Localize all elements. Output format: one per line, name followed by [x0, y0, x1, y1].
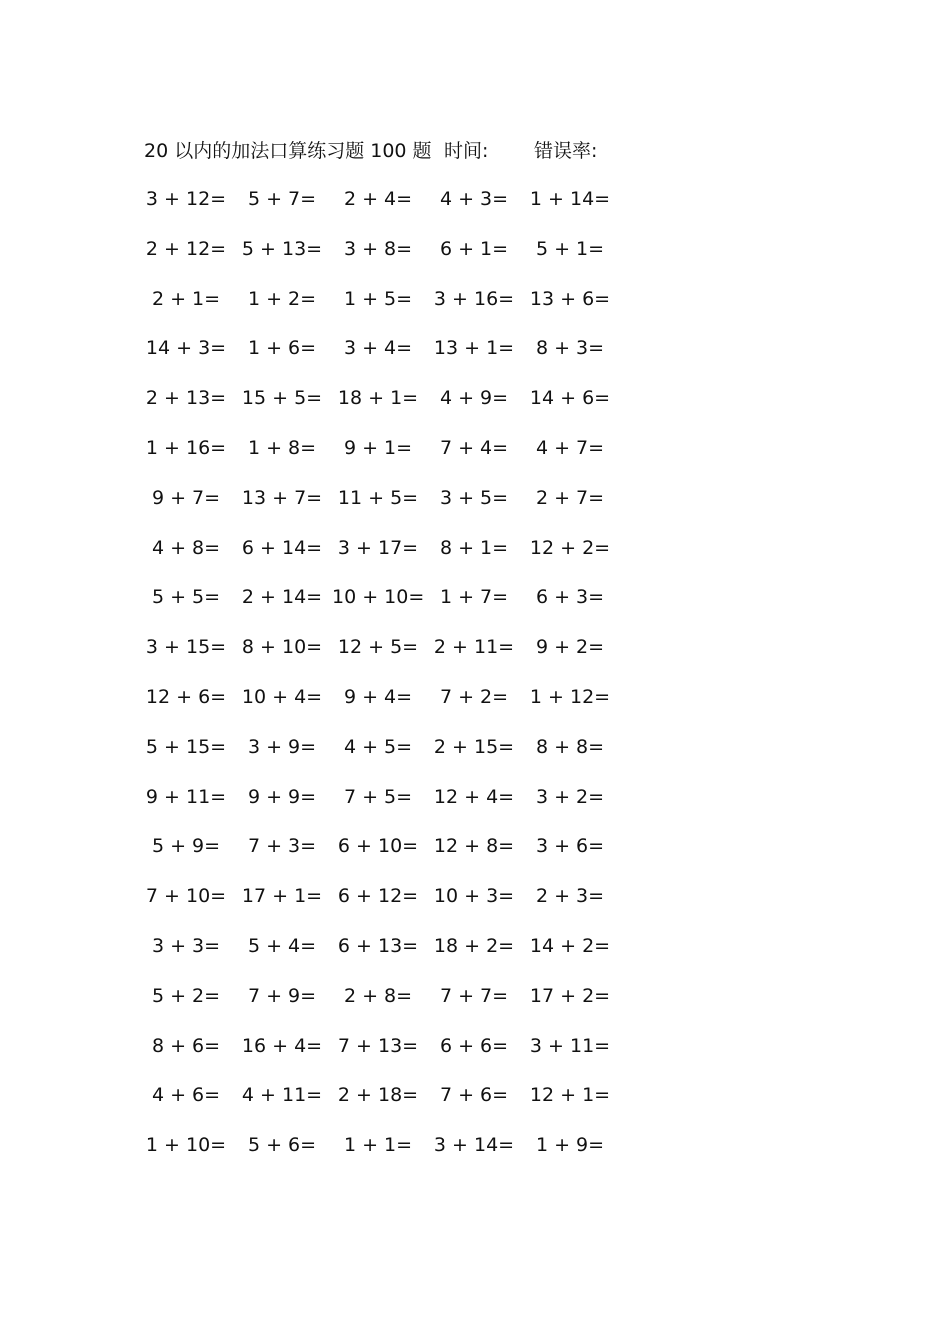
- problem-item: 3 + 16=: [433, 287, 515, 310]
- problem-item: 7 + 10=: [145, 885, 227, 908]
- problem-item: 3 + 8=: [343, 237, 413, 260]
- problem-item: 3 + 15=: [145, 636, 227, 659]
- problem-item: 17 + 1=: [241, 885, 323, 908]
- problem-item: 12 + 8=: [433, 835, 515, 858]
- problem-row: [140, 682, 640, 732]
- problem-row: [140, 632, 640, 682]
- problem-item: 7 + 9=: [247, 984, 317, 1007]
- problem-item: 4 + 5=: [343, 735, 413, 758]
- problem-item: 5 + 15=: [145, 735, 227, 758]
- problem-item: 4 + 8=: [151, 536, 221, 559]
- problem-item: 14 + 3=: [145, 337, 227, 360]
- problem-item: 2 + 14=: [241, 586, 323, 609]
- problem-row: [140, 333, 640, 383]
- problem-item: 2 + 4=: [343, 188, 413, 210]
- problem-item: 2 + 7=: [535, 486, 605, 509]
- problem-row: [140, 184, 640, 234]
- problem-item: 5 + 7=: [247, 188, 317, 210]
- problem-item: 2 + 12=: [145, 237, 227, 260]
- problem-item: 7 + 13=: [337, 1034, 419, 1057]
- problem-item: 2 + 15=: [433, 735, 515, 758]
- problem-row: [140, 284, 640, 334]
- problem-item: 18 + 1=: [337, 387, 419, 410]
- problem-item: 2 + 8=: [343, 984, 413, 1007]
- problem-item: 9 + 9=: [247, 785, 317, 808]
- problem-item: 8 + 8=: [535, 735, 605, 758]
- problem-item: 3 + 3=: [151, 934, 221, 957]
- problem-item: 1 + 1=: [343, 1134, 413, 1157]
- problem-row: [140, 483, 640, 533]
- problem-row: [140, 732, 640, 782]
- problem-row: [140, 881, 640, 931]
- problem-item: 14 + 2=: [529, 934, 611, 957]
- problem-item: 2 + 13=: [145, 387, 227, 410]
- problem-item: 4 + 6=: [151, 1084, 221, 1107]
- problem-item: 7 + 5=: [343, 785, 413, 808]
- worksheet-header: [144, 136, 644, 166]
- problem-item: 3 + 9=: [247, 735, 317, 758]
- problem-item: 5 + 5=: [151, 586, 221, 609]
- problem-item: 5 + 1=: [535, 237, 605, 260]
- problem-item: 10 + 4=: [241, 685, 323, 708]
- problem-row: [140, 782, 640, 832]
- problem-item: 7 + 2=: [439, 685, 509, 708]
- problem-item: 1 + 6=: [247, 337, 317, 360]
- problem-item: 13 + 7=: [241, 486, 323, 509]
- problem-item: 5 + 13=: [241, 237, 323, 260]
- problem-item: 7 + 3=: [247, 835, 317, 858]
- problem-item: 15 + 5=: [241, 387, 323, 410]
- problem-item: 6 + 1=: [439, 237, 509, 260]
- problem-item: 4 + 7=: [535, 436, 605, 459]
- problem-item: 4 + 3=: [439, 188, 509, 210]
- problem-item: 3 + 11=: [529, 1034, 611, 1057]
- problem-item: 3 + 12=: [145, 188, 227, 210]
- problem-item: 7 + 6=: [439, 1084, 509, 1107]
- problem-item: 3 + 17=: [337, 536, 419, 559]
- problem-item: 10 + 10=: [332, 586, 425, 609]
- problem-item: 7 + 4=: [439, 436, 509, 459]
- problem-row: [140, 831, 640, 881]
- problem-item: 3 + 6=: [535, 835, 605, 858]
- problem-item: 9 + 2=: [535, 636, 605, 659]
- problem-item: 1 + 2=: [247, 287, 317, 310]
- problem-item: 6 + 6=: [439, 1034, 509, 1057]
- problem-row: [140, 533, 640, 583]
- error-rate-label: 错误率:: [534, 140, 598, 162]
- problem-row: [140, 433, 640, 483]
- problem-item: 2 + 18=: [337, 1084, 419, 1107]
- problem-item: 9 + 1=: [343, 436, 413, 459]
- problem-item: 1 + 5=: [343, 287, 413, 310]
- problem-item: 9 + 7=: [151, 486, 221, 509]
- problem-item: 3 + 2=: [535, 785, 605, 808]
- problem-row: [140, 582, 640, 632]
- problem-item: 13 + 1=: [433, 337, 515, 360]
- problem-item: 8 + 1=: [439, 536, 509, 559]
- problem-item: 1 + 8=: [247, 436, 317, 459]
- problem-item: 6 + 12=: [337, 885, 419, 908]
- problem-item: 2 + 11=: [433, 636, 515, 659]
- problem-row: [140, 234, 640, 284]
- problem-item: 17 + 2=: [529, 984, 611, 1007]
- problem-item: 13 + 6=: [529, 287, 611, 310]
- problem-item: 1 + 12=: [529, 685, 611, 708]
- time-label: 时间:: [444, 140, 489, 162]
- problem-item: 1 + 16=: [145, 436, 227, 459]
- problem-item: 1 + 14=: [529, 188, 611, 210]
- problem-item: 8 + 10=: [241, 636, 323, 659]
- problem-item: 1 + 9=: [535, 1134, 605, 1157]
- problem-item: 2 + 3=: [535, 885, 605, 908]
- problem-item: 4 + 11=: [241, 1084, 323, 1107]
- problem-item: 12 + 6=: [145, 685, 227, 708]
- problem-item: 12 + 1=: [529, 1084, 611, 1107]
- problem-item: 8 + 6=: [151, 1034, 221, 1057]
- problem-item: 5 + 9=: [151, 835, 221, 858]
- problem-item: 5 + 4=: [247, 934, 317, 957]
- problem-grid: [140, 184, 640, 1180]
- problem-item: 3 + 14=: [433, 1134, 515, 1157]
- problem-item: 6 + 10=: [337, 835, 419, 858]
- problem-item: 14 + 6=: [529, 387, 611, 410]
- problem-item: 3 + 5=: [439, 486, 509, 509]
- problem-item: 12 + 5=: [337, 636, 419, 659]
- problem-item: 18 + 2=: [433, 934, 515, 957]
- problem-row: [140, 931, 640, 981]
- problem-item: 11 + 5=: [337, 486, 419, 509]
- problem-item: 12 + 4=: [433, 785, 515, 808]
- problem-item: 5 + 2=: [151, 984, 221, 1007]
- problem-item: 1 + 10=: [145, 1134, 227, 1157]
- problem-item: 10 + 3=: [433, 885, 515, 908]
- problem-item: 9 + 4=: [343, 685, 413, 708]
- problem-item: 12 + 2=: [529, 536, 611, 559]
- problem-item: 4 + 9=: [439, 387, 509, 410]
- problem-item: 8 + 3=: [535, 337, 605, 360]
- problem-item: 6 + 14=: [241, 536, 323, 559]
- problem-item: 2 + 1=: [151, 287, 221, 310]
- problem-item: 1 + 7=: [439, 586, 509, 609]
- problem-row: [140, 383, 640, 433]
- problem-item: 6 + 3=: [535, 586, 605, 609]
- worksheet-title: 20 以内的加法口算练习题 100 题: [144, 140, 432, 162]
- problem-item: 5 + 6=: [247, 1134, 317, 1157]
- problem-row: [140, 1130, 640, 1180]
- problem-item: 6 + 13=: [337, 934, 419, 957]
- problem-row: [140, 981, 640, 1031]
- problem-row: [140, 1031, 640, 1081]
- problem-item: 7 + 7=: [439, 984, 509, 1007]
- problem-item: 16 + 4=: [241, 1034, 323, 1057]
- problem-item: 9 + 11=: [145, 785, 227, 808]
- problem-row: [140, 1080, 640, 1130]
- problem-item: 3 + 4=: [343, 337, 413, 360]
